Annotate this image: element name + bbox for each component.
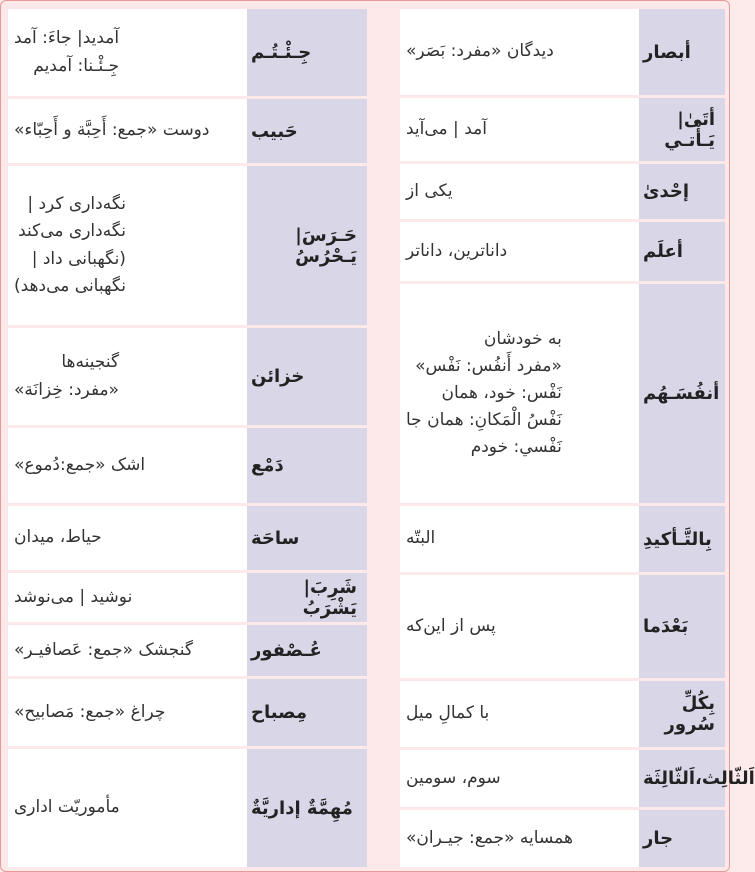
meaning-cell: دیدگان «مفرد: بَصَر»	[400, 9, 639, 95]
word-cell: اَلثّالِث،اَلثّالِثَة	[639, 750, 725, 807]
word-cell: شَرِبَ| یَشْرَبُ	[247, 573, 367, 622]
word-cell: أنفُسَـهُم	[639, 284, 725, 503]
table-row	[8, 99, 367, 166]
meaning-cell: نگه‌داری کرد | نگه‌داری می‌کند (نگهبانی داد | نگهبانی می‌دهد)	[8, 166, 247, 325]
table-row	[8, 428, 367, 506]
table-row	[400, 98, 725, 164]
word-cell: بِکُلِّ سُرور	[639, 681, 725, 747]
table-row	[400, 750, 755, 810]
word-cell: دَمْع	[247, 428, 367, 503]
table-row	[8, 506, 367, 573]
table-row	[400, 222, 725, 284]
table-row	[8, 749, 367, 870]
word-cell: أتَیٰ| یَـأْتـي	[639, 98, 725, 161]
word-cell: جِـئْـتُـم	[247, 9, 367, 96]
meaning-cell: به خودشان «مفرد أَنفُس: نَفْس» نَفْس: خود، همان نَفْسُ الْمَکانِ: همان جا نَفْسي: خودم	[400, 284, 639, 503]
meaning-cell: گنجشک «جمع: عَصافیـر»	[8, 625, 247, 676]
word-cell: بِالتَّـأکیدِ	[639, 506, 725, 572]
word-cell: جار	[639, 810, 725, 867]
meaning-cell: آمد | می‌آید	[400, 98, 639, 161]
word-cell: مِصباح	[247, 679, 367, 746]
table-row	[8, 679, 367, 749]
word-cell: حَـرَسَ| یَـحْرُسُ	[247, 166, 367, 325]
table-row	[400, 506, 725, 575]
word-cell: إحْدیٰ	[639, 164, 725, 219]
meaning-cell: حیاط، میدان	[8, 506, 247, 570]
meaning-cell: نوشید | می‌نوشد	[8, 573, 247, 622]
meaning-cell: پس از این‌که	[400, 575, 639, 678]
table-row	[400, 810, 725, 870]
meaning-cell: البتّه	[400, 506, 639, 572]
meaning-cell: با کمالِ میل	[400, 681, 639, 747]
meaning-cell: مأموریّت اداری	[8, 749, 247, 867]
word-cell: بَعْدَما	[639, 575, 725, 678]
meaning-cell: گنجینه‌ها «مفرد: خِزانَة»	[8, 328, 247, 425]
table-row	[400, 164, 725, 222]
meaning-cell: داناترین، داناتر	[400, 222, 639, 281]
word-cell: أعلَم	[639, 222, 725, 281]
meaning-cell: یکی از	[400, 164, 639, 219]
table-row	[400, 9, 725, 98]
meaning-cell: دوست «جمع: أَحِبَّة و أَحِبّاء»	[8, 99, 247, 163]
table-row	[8, 9, 367, 99]
table-row	[8, 625, 367, 679]
word-cell: أبصار	[639, 9, 725, 95]
meaning-cell: همسایه «جمع: جیـران»	[400, 810, 639, 867]
table-row	[400, 575, 725, 681]
word-cell: ساحَة	[247, 506, 367, 570]
table-row	[8, 328, 367, 428]
word-cell: مُهِمَّةٌ إداريَّةٌ	[247, 749, 367, 867]
table-row	[8, 166, 367, 328]
meaning-cell: آمدید| جاءَ: آمد جِـئْـنا: آمدیم	[8, 9, 247, 96]
table-row	[400, 284, 725, 506]
meaning-cell: سوم، سومین	[400, 750, 639, 807]
word-cell: حَبیب	[247, 99, 367, 163]
table-row	[8, 573, 367, 625]
meaning-cell: چراغ «جمع: مَصابیح»	[8, 679, 247, 746]
word-cell: خزائن	[247, 328, 367, 425]
table-row	[400, 681, 725, 750]
word-cell: عُـصْفور	[247, 625, 367, 676]
meaning-cell: اشک «جمع:دُموع»	[8, 428, 247, 503]
